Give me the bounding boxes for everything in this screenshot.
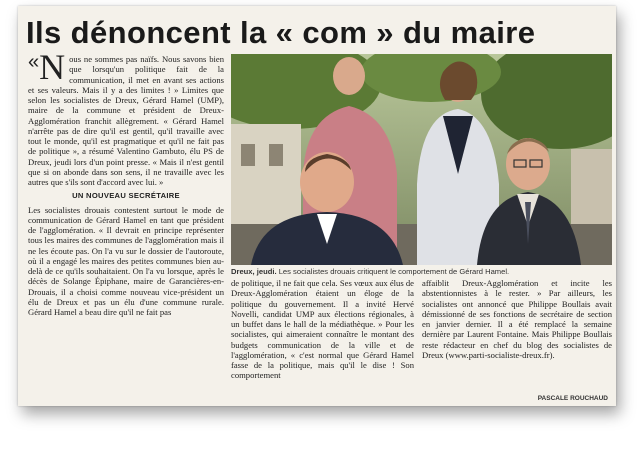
article-column-2 (231, 278, 414, 398)
caption-text: Les socialistes drouais critiquent le comportement de Gérard Hamel. (278, 267, 510, 276)
column-1-body: Les socialistes drouais contestent surtout le mode de communication de Gérard Hamel en tant que président de l'agglomération. « Il devrait en principe représenter tous les maires des communes de l'agglomération mais il ne les écoute pas. On l'a vu sur le dossier de l'autoroute, où il a engagé les maires des petites communes bien au-delà de ce qu'ils souhaitaient. On l'a vu lorsque, après le décès de Solange Épiphane, maire de Garancières-en-Drouais, il a choisi comme nouveau vice-président un élu de Dreux et pas un élu d'une commune rurale. Gérard Hamel a beau dire qu'il ne fait pas (28, 204, 224, 317)
article-column-3 (422, 278, 612, 398)
article-column-1 (28, 47, 224, 396)
photo-illustration (231, 54, 612, 265)
article-headline: Ils dénoncent la « com » du maire (26, 15, 536, 50)
lead-dropcap-letter: N (39, 47, 66, 87)
author-byline: PASCALE ROUCHAUD (537, 395, 608, 402)
article-photo (231, 54, 612, 265)
dropcap (28, 47, 66, 87)
newspaper-clipping (18, 6, 616, 406)
photo-caption (231, 265, 612, 279)
caption-place: Dreux, jeudi. (231, 267, 277, 276)
column-2-body: de politique, il ne fait que cela. Ses vœux aux élus de Dreux-Agglomération étaient un éloge de la politique du gouvernement. Il a invité Hervé Novelli, candidat UMP aux élections régionales, à un buffet dans le hall de la médiathèque. » Pour les socialistes, qui aimeraient connaître le montant des budgets communication de la ville et de l'agglomération, « c'est normal que Gérard Hamel fasse de la politique, mais qu'il le dise ! Son comportement (231, 278, 414, 381)
lead-open-quote: « (28, 51, 40, 73)
lead-text: ous ne sommes pas naïfs. Nous savons bien que lorsqu'un politique fait de la communication, il met en avant ses actions et ses valeurs. Mais il y a des limites ! » Limites que selon les socialistes de Dreux, Gérard Hamel (UMP), maire de la commune et président de Dreux-Agglomération franchit allègrement. « Gérard Hamel n'arrête pas de dire qu'il est gentil, qu'il travaille avec tout le monde, qu'il est pragmatique et qu'il ne fait pas de politique », a résumé Valentino Gambuto, élu PS de Dreux, jeudi lors d'un point presse. « Mais il n'est gentil que si on abonde dans son sens, il ne travaille avec les autres que s'ils sont d'accord avec lui. » (28, 54, 224, 187)
lead-paragraph (28, 47, 224, 187)
section-subhead: UN NOUVEAU SECRÉTAIRE (72, 191, 180, 201)
column-3-body: affaiblit Dreux-Agglomération et incite les abstentionnistes à le rester. » Par ailleurs, les socialistes ont annoncé que Philippe Boullais avait démissionné de ses fonctions de secrétaire de section en janvier dernier. Il a été remplacé la semaine dernière par Laurent Fontaine. Mais Philippe Boullais reste rédacteur en chef du blog des socialistes de Dreux (www.parti-socialiste-dreux.fr). (422, 278, 612, 360)
